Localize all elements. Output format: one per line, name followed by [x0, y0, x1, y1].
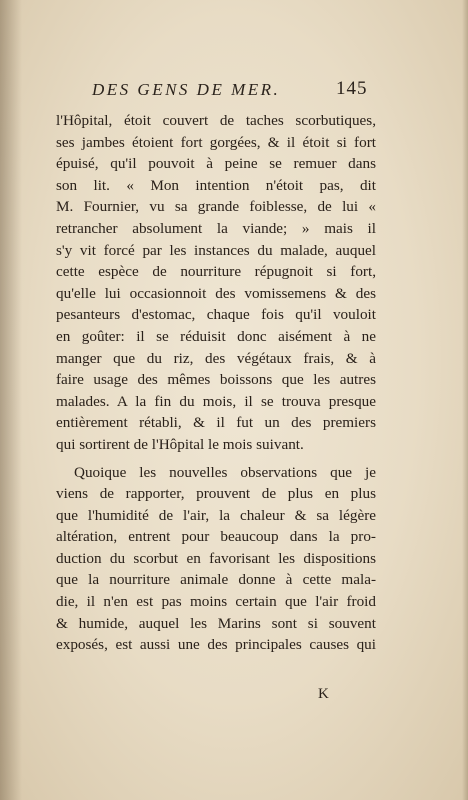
signature-mark: K — [318, 686, 329, 702]
text-line: qui sortirent de l'Hôpital le mois suivant. — [56, 435, 304, 453]
text-line: duction du scorbut en favorisant les dispositions — [56, 549, 376, 567]
text-line: cette espèce de nourriture répugnoit si fort, — [56, 263, 376, 281]
text-line: viens de rapporter, prouvent de plus en plus — [56, 485, 376, 503]
gutter-shadow — [0, 0, 22, 800]
running-head: DES GENS DE MER. — [92, 80, 281, 99]
text-line: en goûter: il se réduisit donc aisément à ne — [56, 327, 376, 345]
text-line: M. Fournier, vu sa grande foiblesse, de lui « — [56, 198, 376, 216]
text-line: retrancher absolument la viande; » mais il — [56, 219, 376, 237]
paragraph-1 — [56, 110, 376, 456]
paragraph-2 — [56, 462, 376, 656]
text-line: Quoique les nouvelles observations que je — [74, 463, 376, 481]
text-line: pesanteurs d'estomac, chaque fois qu'il vouloit — [56, 306, 376, 324]
text-line: die, il n'en est pas moins certain que l'air froid — [56, 593, 376, 611]
text-line: exposés, est aussi une des principales causes qui — [56, 636, 376, 654]
body-text — [56, 110, 376, 656]
text-line: qu'elle lui occasionnoit des vomissemens & des — [56, 284, 376, 302]
page-number: 145 — [336, 78, 368, 99]
text-line: l'Hôpital, étoit couvert de taches scorbutiques, — [56, 112, 376, 129]
text-line: malades. A la fin du mois, il se trouva presque — [56, 392, 376, 410]
text-line: que la nourriture animale donne à cette mala- — [56, 571, 376, 589]
text-line: & humide, auquel les Marins sont si souvent — [56, 614, 376, 632]
text-line: manger que du riz, des végétaux frais, & à — [56, 349, 376, 367]
text-line: ses jambes étoient fort gorgées, & il étoit si fort — [56, 133, 376, 151]
page-edge — [462, 0, 468, 800]
text-line: que l'humidité de l'air, la chaleur & sa légère — [56, 506, 376, 524]
text-line: son lit. « Mon intention n'étoit pas, dit — [56, 176, 376, 194]
text-line: entièrement rétabli, & il fut un des premiers — [56, 414, 376, 432]
text-line: épuisé, qu'il pouvoit à peine se remuer dans — [56, 155, 376, 173]
text-line: s'y vit forcé par les instances du malade, auquel — [56, 241, 376, 259]
text-line: altération, entrent pour beaucoup dans la pro- — [56, 528, 376, 546]
text-line: faire usage des mêmes boissons que les autres — [56, 371, 376, 389]
